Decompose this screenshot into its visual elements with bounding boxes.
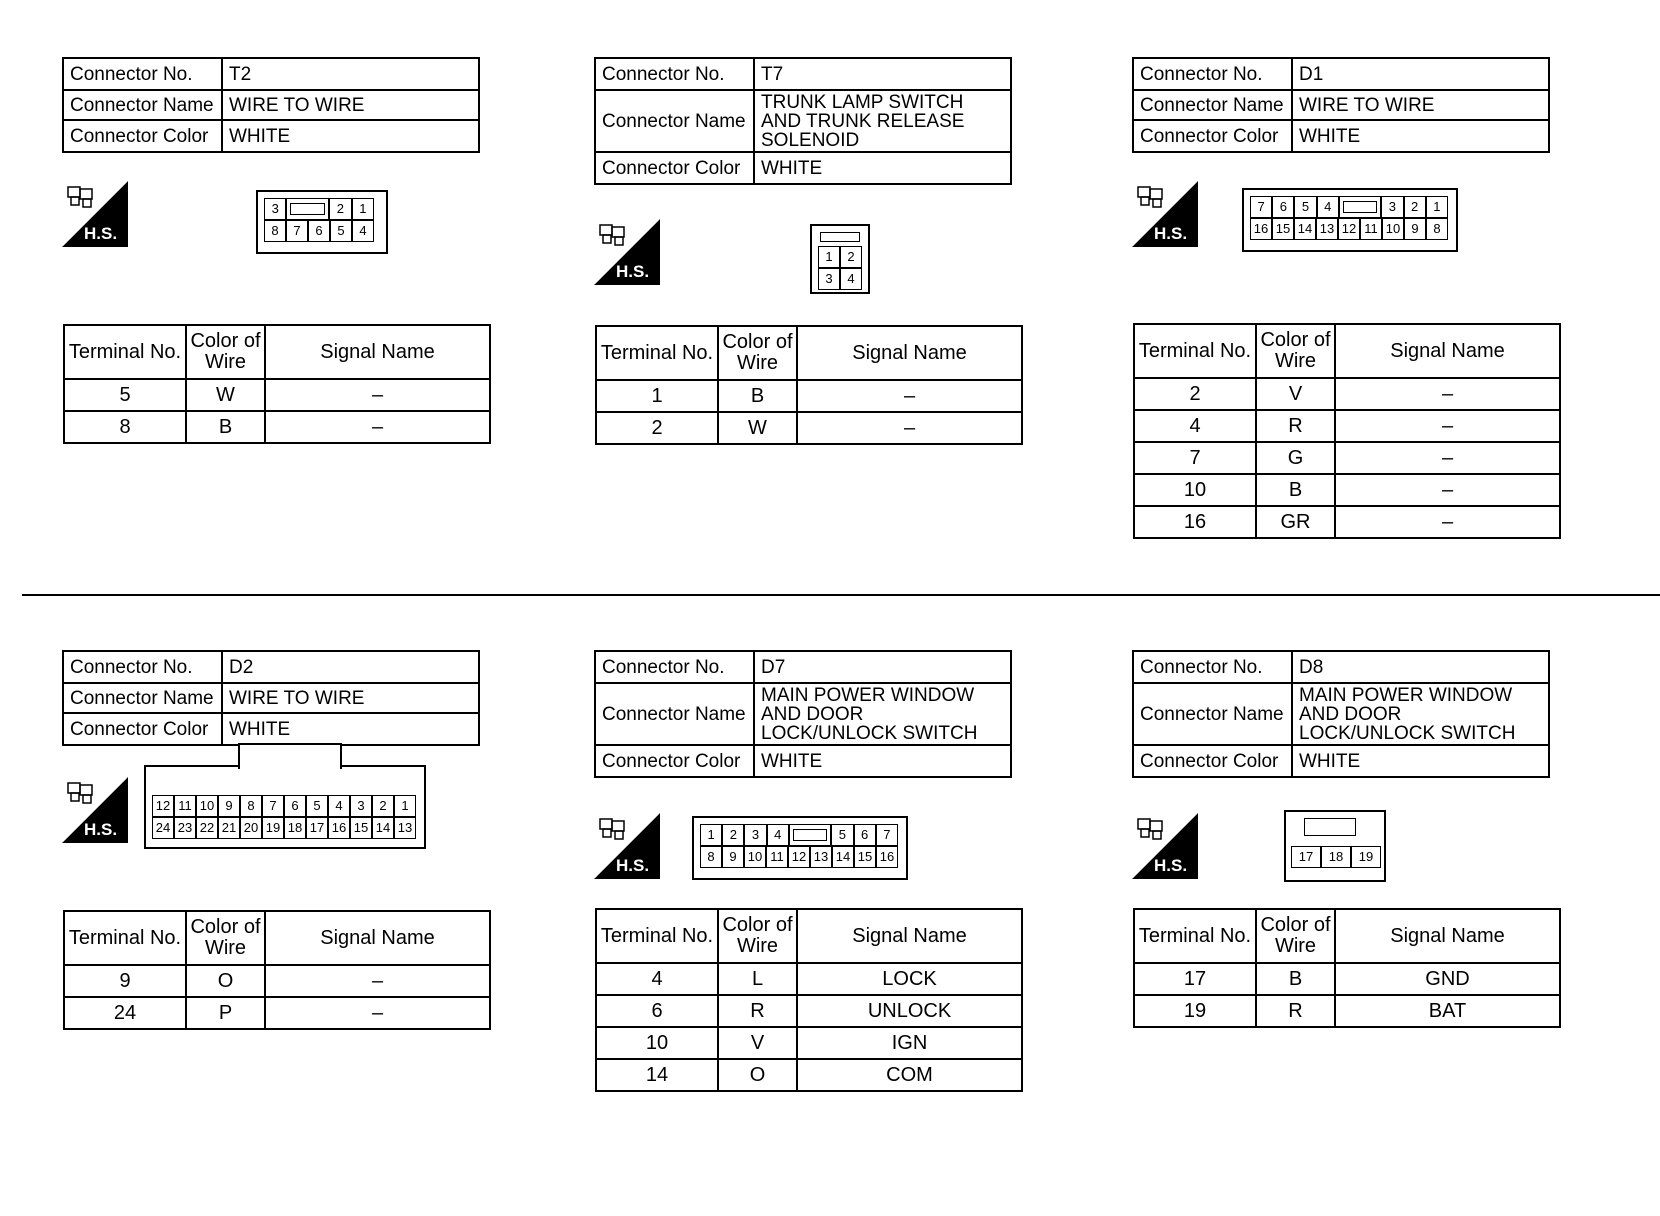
terminal-no: 16 xyxy=(1134,506,1256,538)
pin-number: 24 xyxy=(152,817,174,839)
terminal-row xyxy=(596,412,1022,444)
connector-name-value: WIRE TO WIRE xyxy=(222,90,479,120)
connector-color-label: Connector Color xyxy=(63,120,222,152)
pin-number: 1 xyxy=(352,198,374,220)
pin-number: 4 xyxy=(767,824,789,846)
harness-side-icon xyxy=(594,813,660,879)
pin-number: 10 xyxy=(744,846,766,868)
connector-face xyxy=(256,190,388,254)
terminal-table xyxy=(595,908,1023,1092)
connector-block-d2 xyxy=(62,650,502,1170)
connector-color-label: Connector Color xyxy=(595,745,754,777)
pin-number: 18 xyxy=(284,817,306,839)
pin-number: 1 xyxy=(818,246,840,268)
color-of-wire-header: Color of Wire xyxy=(718,326,797,380)
wire-color: G xyxy=(1256,442,1335,474)
terminal-row xyxy=(1134,410,1560,442)
terminal-row xyxy=(64,379,490,411)
pin-number: 20 xyxy=(240,817,262,839)
wire-color: L xyxy=(718,963,797,995)
wire-color: P xyxy=(186,997,265,1029)
connector-latch xyxy=(1339,196,1381,218)
pin-number: 10 xyxy=(1382,218,1404,240)
pin-number: 14 xyxy=(372,817,394,839)
signal-name-header: Signal Name xyxy=(265,911,490,965)
terminal-row xyxy=(596,1027,1022,1059)
terminal-table xyxy=(63,324,491,444)
wire-color: V xyxy=(1256,378,1335,410)
signal-name: – xyxy=(797,380,1022,412)
terminal-no-header: Terminal No. xyxy=(1134,909,1256,963)
hs-text: H.S. xyxy=(1154,224,1188,243)
terminal-no: 10 xyxy=(1134,474,1256,506)
pin-number: 9 xyxy=(722,846,744,868)
connector-no-value: D7 xyxy=(754,651,1011,683)
wire-color: V xyxy=(718,1027,797,1059)
signal-name-header: Signal Name xyxy=(1335,909,1560,963)
pin-number: 13 xyxy=(1316,218,1338,240)
pin-number: 2 xyxy=(722,824,744,846)
signal-name: IGN xyxy=(797,1027,1022,1059)
connector-color-value: WHITE xyxy=(1292,745,1549,777)
wire-color: O xyxy=(718,1059,797,1091)
pin-number: 6 xyxy=(1272,196,1294,218)
wire-color: R xyxy=(1256,410,1335,442)
connector-color-value: WHITE xyxy=(754,152,1011,184)
harness-side-icon xyxy=(62,181,128,247)
pin-number: 12 xyxy=(1338,218,1360,240)
terminal-no: 6 xyxy=(596,995,718,1027)
pin-number: 21 xyxy=(218,817,240,839)
pin-number: 5 xyxy=(306,795,328,817)
connector-name-value: WIRE TO WIRE xyxy=(1292,90,1549,120)
terminal-row xyxy=(1134,442,1560,474)
terminal-no-header: Terminal No. xyxy=(596,326,718,380)
section-divider xyxy=(22,594,1660,596)
terminal-no: 19 xyxy=(1134,995,1256,1027)
terminal-no: 1 xyxy=(596,380,718,412)
pin-number: 15 xyxy=(350,817,372,839)
connector-face xyxy=(1284,810,1386,882)
signal-name: – xyxy=(1335,474,1560,506)
terminal-no-header: Terminal No. xyxy=(64,911,186,965)
connector-info-table xyxy=(1132,57,1550,153)
pin-number: 6 xyxy=(854,824,876,846)
pin-number: 2 xyxy=(1404,196,1426,218)
signal-name: – xyxy=(265,997,490,1029)
pin-number: 3 xyxy=(350,795,372,817)
terminal-no: 14 xyxy=(596,1059,718,1091)
connector-no-value: D1 xyxy=(1292,58,1549,90)
pin-number: 2 xyxy=(329,198,351,220)
terminal-row xyxy=(1134,378,1560,410)
connector-color-label: Connector Color xyxy=(63,713,222,745)
pin-number: 6 xyxy=(284,795,306,817)
connector-no-label: Connector No. xyxy=(63,58,222,90)
terminal-no: 17 xyxy=(1134,963,1256,995)
connector-no-value: D8 xyxy=(1292,651,1549,683)
terminal-no: 8 xyxy=(64,411,186,443)
terminal-no: 24 xyxy=(64,997,186,1029)
connector-info-table xyxy=(62,57,480,153)
hs-text: H.S. xyxy=(84,820,118,839)
terminal-no: 4 xyxy=(596,963,718,995)
connector-name-label: Connector Name xyxy=(1133,90,1292,120)
color-of-wire-header: Color of Wire xyxy=(1256,909,1335,963)
terminal-row xyxy=(1134,995,1560,1027)
signal-name: – xyxy=(1335,378,1560,410)
terminal-no: 2 xyxy=(1134,378,1256,410)
pin-number: 2 xyxy=(840,246,862,268)
connector-no-label: Connector No. xyxy=(1133,651,1292,683)
pin-number: 1 xyxy=(700,824,722,846)
signal-name: – xyxy=(797,412,1022,444)
connector-name-label: Connector Name xyxy=(1133,683,1292,745)
connector-name-label: Connector Name xyxy=(63,90,222,120)
connector-block-t2 xyxy=(62,57,502,577)
signal-name-header: Signal Name xyxy=(797,909,1022,963)
signal-name: BAT xyxy=(1335,995,1560,1027)
connector-no-label: Connector No. xyxy=(63,651,222,683)
terminal-no: 10 xyxy=(596,1027,718,1059)
harness-side-icon xyxy=(594,219,660,285)
pin-number: 9 xyxy=(218,795,240,817)
connector-color-value: WHITE xyxy=(222,713,479,745)
pin-number: 1 xyxy=(1426,196,1448,218)
connector-no-value: T2 xyxy=(222,58,479,90)
signal-name: LOCK xyxy=(797,963,1022,995)
terminal-row xyxy=(1134,506,1560,538)
pin-number: 12 xyxy=(152,795,174,817)
wire-color: R xyxy=(718,995,797,1027)
signal-name: – xyxy=(1335,410,1560,442)
connector-no-label: Connector No. xyxy=(1133,58,1292,90)
pin-number: 11 xyxy=(1360,218,1382,240)
pin-number: 18 xyxy=(1321,846,1351,868)
connector-block-t7 xyxy=(594,57,1034,577)
connector-no-value: D2 xyxy=(222,651,479,683)
connector-block-d8 xyxy=(1132,650,1572,1170)
color-of-wire-header: Color of Wire xyxy=(1256,324,1335,378)
pin-number: 4 xyxy=(352,220,374,242)
signal-name: – xyxy=(1335,506,1560,538)
signal-name: – xyxy=(265,965,490,997)
connector-block-d7 xyxy=(594,650,1034,1170)
wire-color: W xyxy=(186,379,265,411)
pin-number: 5 xyxy=(831,824,853,846)
hs-text: H.S. xyxy=(616,262,650,281)
pin-number: 5 xyxy=(1294,196,1316,218)
connector-name-value: MAIN POWER WINDOW AND DOOR LOCK/UNLOCK SWITCH xyxy=(1292,683,1549,745)
pin-number: 15 xyxy=(854,846,876,868)
pin-number: 12 xyxy=(788,846,810,868)
pin-number: 13 xyxy=(394,817,416,839)
connector-info-table xyxy=(1132,650,1550,778)
connector-color-value: WHITE xyxy=(754,745,1011,777)
connector-info-table xyxy=(62,650,480,746)
connector-latch xyxy=(286,198,329,220)
pin-number: 3 xyxy=(744,824,766,846)
terminal-table xyxy=(1133,908,1561,1028)
harness-side-icon xyxy=(62,777,128,843)
connector-name-label: Connector Name xyxy=(595,90,754,152)
wire-color: R xyxy=(1256,995,1335,1027)
wire-color: B xyxy=(718,380,797,412)
terminal-row xyxy=(596,963,1022,995)
terminal-row xyxy=(1134,963,1560,995)
pin-number: 11 xyxy=(766,846,788,868)
connector-color-label: Connector Color xyxy=(595,152,754,184)
signal-name: COM xyxy=(797,1059,1022,1091)
connector-color-label: Connector Color xyxy=(1133,745,1292,777)
pin-number: 15 xyxy=(1272,218,1294,240)
wire-color: GR xyxy=(1256,506,1335,538)
hs-text: H.S. xyxy=(84,224,118,243)
harness-side-icon xyxy=(1132,181,1198,247)
pin-number: 4 xyxy=(1317,196,1339,218)
connector-info-table xyxy=(594,650,1012,778)
pin-number: 8 xyxy=(1426,218,1448,240)
terminal-no-header: Terminal No. xyxy=(64,325,186,379)
terminal-no: 5 xyxy=(64,379,186,411)
terminal-row xyxy=(596,380,1022,412)
pin-number: 16 xyxy=(1250,218,1272,240)
pin-number: 2 xyxy=(372,795,394,817)
pin-number: 3 xyxy=(1381,196,1403,218)
pin-number: 4 xyxy=(328,795,350,817)
signal-name-header: Signal Name xyxy=(1335,324,1560,378)
signal-name: GND xyxy=(1335,963,1560,995)
pin-number: 9 xyxy=(1404,218,1426,240)
connector-name-value: TRUNK LAMP SWITCH AND TRUNK RELEASE SOLENOID xyxy=(754,90,1011,152)
connector-no-label: Connector No. xyxy=(595,58,754,90)
terminal-table xyxy=(595,325,1023,445)
connector-color-value: WHITE xyxy=(1292,120,1549,152)
signal-name-header: Signal Name xyxy=(265,325,490,379)
connector-latch xyxy=(789,824,831,846)
pin-number: 17 xyxy=(306,817,328,839)
hs-text: H.S. xyxy=(616,856,650,875)
terminal-no: 4 xyxy=(1134,410,1256,442)
pin-number: 7 xyxy=(1250,196,1272,218)
connector-face xyxy=(144,765,426,849)
terminal-no-header: Terminal No. xyxy=(1134,324,1256,378)
wire-color: B xyxy=(1256,963,1335,995)
terminal-row xyxy=(596,1059,1022,1091)
pin-number: 8 xyxy=(240,795,262,817)
connector-name-value: WIRE TO WIRE xyxy=(222,683,479,713)
pin-number: 19 xyxy=(262,817,284,839)
connector-info-table xyxy=(594,57,1012,185)
pin-number: 7 xyxy=(876,824,898,846)
pin-number: 22 xyxy=(196,817,218,839)
connector-color-value: WHITE xyxy=(222,120,479,152)
pin-number: 16 xyxy=(876,846,898,868)
terminal-table xyxy=(1133,323,1561,539)
pin-number: 8 xyxy=(264,220,286,242)
pin-number: 19 xyxy=(1351,846,1381,868)
color-of-wire-header: Color of Wire xyxy=(186,325,265,379)
terminal-no-header: Terminal No. xyxy=(596,909,718,963)
pin-number: 1 xyxy=(394,795,416,817)
terminal-row xyxy=(64,965,490,997)
signal-name: – xyxy=(265,411,490,443)
hs-text: H.S. xyxy=(1154,856,1188,875)
signal-name-header: Signal Name xyxy=(797,326,1022,380)
wire-color: O xyxy=(186,965,265,997)
pin-number: 10 xyxy=(196,795,218,817)
connector-no-value: T7 xyxy=(754,58,1011,90)
pin-number: 14 xyxy=(1294,218,1316,240)
terminal-row xyxy=(64,411,490,443)
terminal-row xyxy=(64,997,490,1029)
signal-name: – xyxy=(1335,442,1560,474)
pin-number: 3 xyxy=(264,198,286,220)
pin-number: 8 xyxy=(700,846,722,868)
pin-number: 5 xyxy=(330,220,352,242)
signal-name: UNLOCK xyxy=(797,995,1022,1027)
pin-number: 23 xyxy=(174,817,196,839)
terminal-row xyxy=(1134,474,1560,506)
connector-block-d1 xyxy=(1132,57,1572,577)
wire-color: B xyxy=(186,411,265,443)
connector-no-label: Connector No. xyxy=(595,651,754,683)
terminal-table xyxy=(63,910,491,1030)
pin-number: 14 xyxy=(832,846,854,868)
terminal-no: 7 xyxy=(1134,442,1256,474)
pin-number: 7 xyxy=(262,795,284,817)
pin-number: 3 xyxy=(818,268,840,290)
connector-name-label: Connector Name xyxy=(63,683,222,713)
terminal-no: 9 xyxy=(64,965,186,997)
terminal-row xyxy=(596,995,1022,1027)
pin-number: 4 xyxy=(840,268,862,290)
wire-color: B xyxy=(1256,474,1335,506)
color-of-wire-header: Color of Wire xyxy=(186,911,265,965)
color-of-wire-header: Color of Wire xyxy=(718,909,797,963)
pin-number: 11 xyxy=(174,795,196,817)
connector-face xyxy=(1242,188,1458,252)
connector-face xyxy=(810,224,870,294)
pin-number: 16 xyxy=(328,817,350,839)
terminal-no: 2 xyxy=(596,412,718,444)
pin-number: 17 xyxy=(1291,846,1321,868)
signal-name: – xyxy=(265,379,490,411)
connector-name-value: MAIN POWER WINDOW AND DOOR LOCK/UNLOCK SWITCH xyxy=(754,683,1011,745)
pin-number: 13 xyxy=(810,846,832,868)
connector-face xyxy=(692,816,908,880)
connector-name-label: Connector Name xyxy=(595,683,754,745)
pin-number: 6 xyxy=(308,220,330,242)
connector-color-label: Connector Color xyxy=(1133,120,1292,152)
harness-side-icon xyxy=(1132,813,1198,879)
pin-number: 7 xyxy=(286,220,308,242)
wire-color: W xyxy=(718,412,797,444)
